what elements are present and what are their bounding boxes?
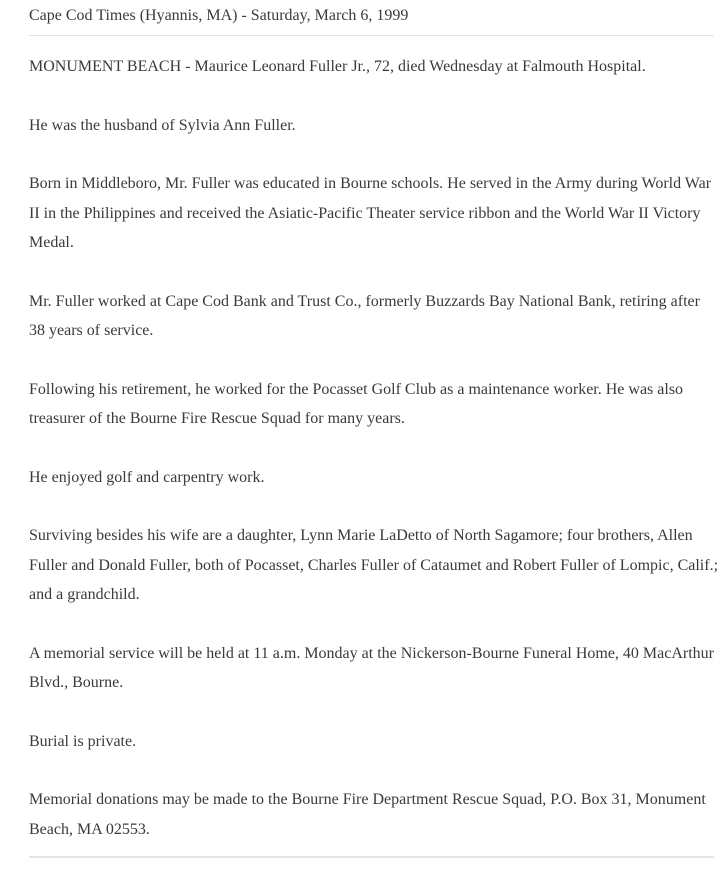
paragraph-death-notice: MONUMENT BEACH - Maurice Leonard Fuller Jr., 72, died Wednesday at Falmouth Hospital. — [29, 58, 646, 75]
paragraph-memorial-service: A memorial service will be held at 11 a.m. Monday at the Nickerson-Bourne Funeral Home, 40 MacArthur Blvd., Bourne. — [29, 644, 714, 691]
footer-divider — [29, 856, 714, 858]
header-divider — [29, 35, 714, 36]
paragraph-retirement: Following his retirement, he worked for the Pocasset Golf Club as a maintenance worker. He was also treasurer of the Bourne Fire Rescue Squad for many years. — [29, 380, 684, 427]
paragraph-early-life: Born in Middleboro, Mr. Fuller was educated in Bourne schools. He served in the Army during World War II in the Philippines and received the Asiatic-Pacific Theater service ribbon and the World War II Victory Medal. — [29, 175, 712, 251]
paragraph-hobbies: He enjoyed golf and carpentry work. — [29, 468, 265, 486]
paragraph-donations: Memorial donations may be made to the Bourne Fire Department Rescue Squad, P.O. Box 31, Monument Beach, MA 02553. — [29, 791, 706, 838]
source-line: Cape Cod Times (Hyannis, MA) - Saturday, March 6, 1999 — [29, 7, 409, 24]
paragraph-survivors: Surviving besides his wife are a daughter, Lynn Marie LaDetto of North Sagamore; four brothers, Allen Fuller and Donald Fuller, both of Pocasset, Charles Fuller of Cataumet and Robert Fuller of Lompic, Calif.; and a grandchild. — [29, 527, 719, 603]
paragraph-spouse: He was the husband of Sylvia Ann Fuller. — [29, 116, 296, 134]
paragraph-career: Mr. Fuller worked at Cape Cod Bank and Trust Co., formerly Buzzards Bay National Bank, retiring after 38 years of service. — [29, 292, 700, 339]
obituary-article — [29, 52, 719, 873]
paragraph-burial: Burial is private. — [29, 732, 137, 750]
